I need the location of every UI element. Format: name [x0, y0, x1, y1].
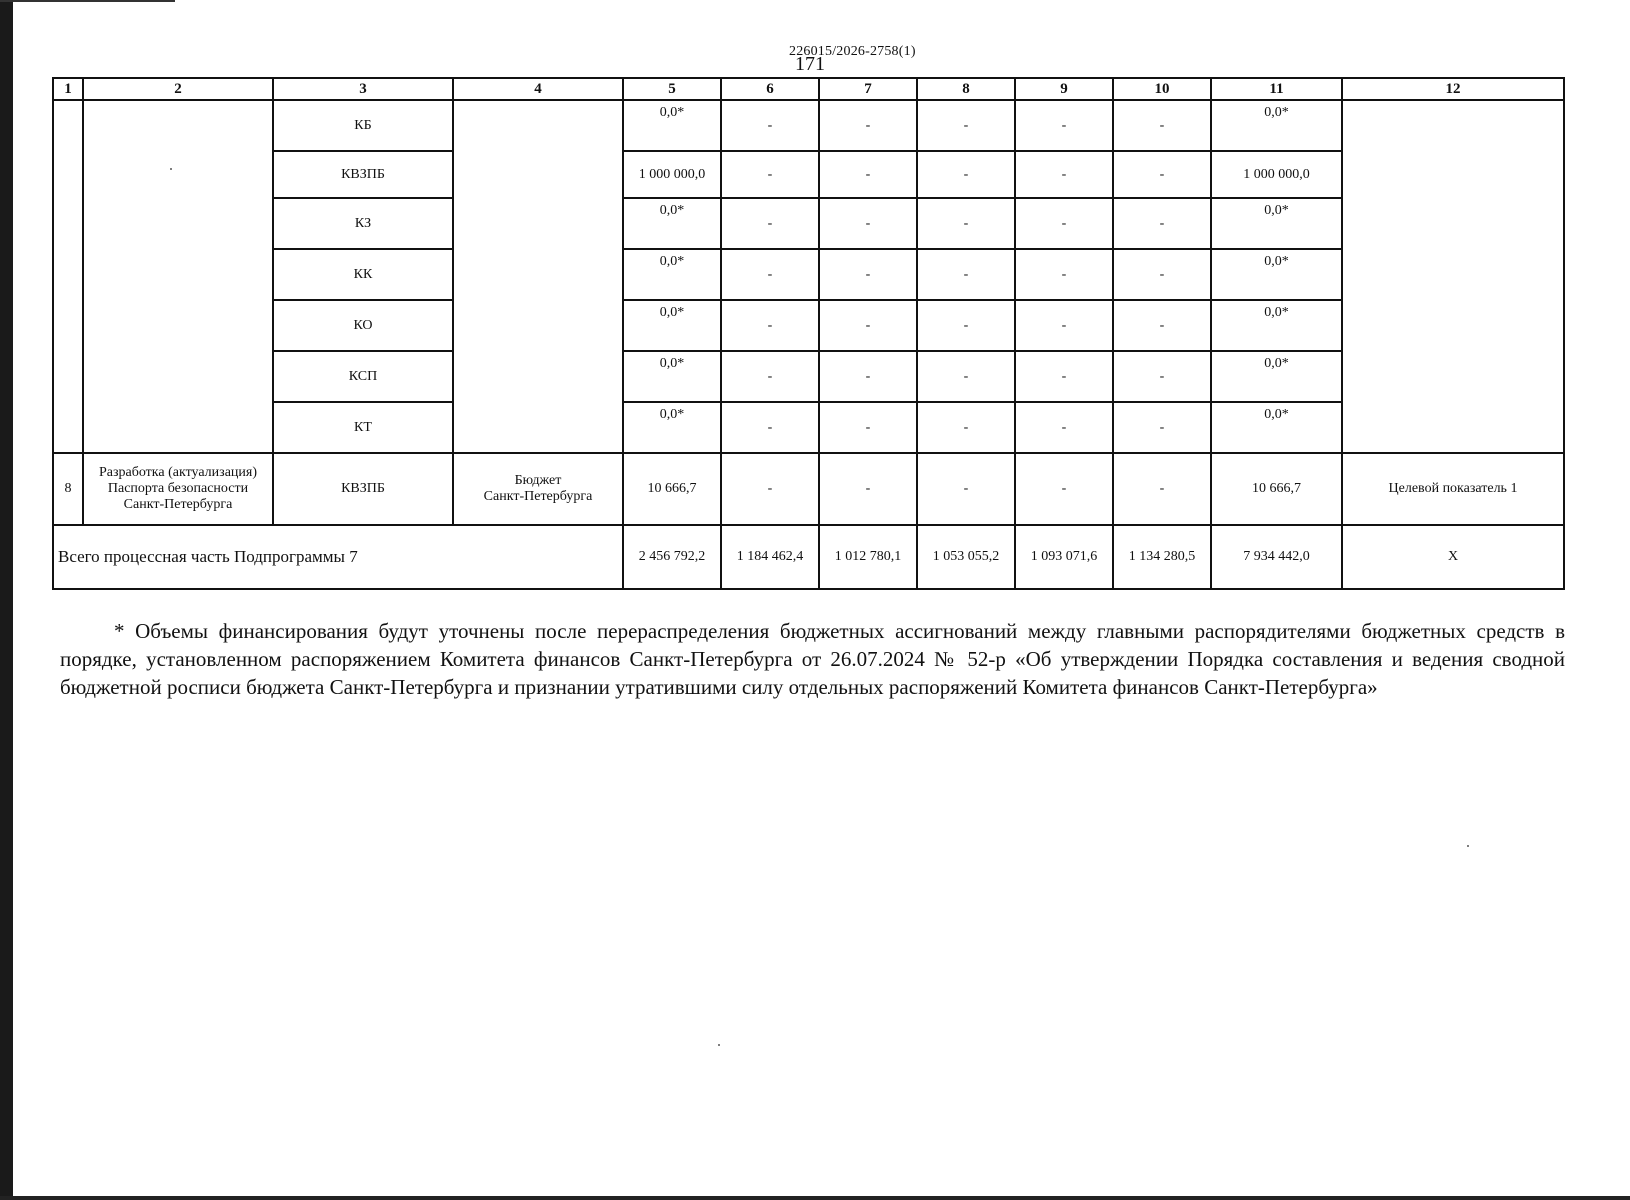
column-header: 3	[273, 78, 453, 100]
scan-edge-bottom	[0, 1196, 1630, 1200]
cell-value: 0,0*	[1211, 100, 1342, 151]
cell-source	[453, 453, 623, 525]
cell-value: -	[917, 402, 1015, 453]
cell-value: -	[721, 453, 819, 525]
cell-code: КЗ	[273, 198, 453, 249]
cell-indicator-empty	[1342, 100, 1564, 453]
cell-value: 0,0*	[623, 300, 721, 351]
column-header: 10	[1113, 78, 1211, 100]
cell-value: -	[819, 100, 917, 151]
cell-value: -	[721, 198, 819, 249]
cell-total-indicator: Х	[1342, 525, 1564, 589]
cell-code: КК	[273, 249, 453, 300]
cell-value: 0,0*	[1211, 300, 1342, 351]
cell-value: 0,0*	[1211, 351, 1342, 402]
column-header: 9	[1015, 78, 1113, 100]
cell-value: -	[721, 402, 819, 453]
cell-value: -	[1015, 100, 1113, 151]
cell-value: -	[917, 453, 1015, 525]
cell-code: КБ	[273, 100, 453, 151]
source-line: Бюджет	[514, 473, 562, 488]
cell-value: -	[917, 351, 1015, 402]
table-row-total	[53, 525, 1564, 589]
cell-value: -	[819, 453, 917, 525]
page-number: 171	[795, 53, 825, 75]
registration-number: 226015/2026-2758(1)	[789, 44, 916, 59]
cell-total-value: 7 934 442,0	[1211, 525, 1342, 589]
cell-value: -	[917, 300, 1015, 351]
cell-value: -	[1015, 198, 1113, 249]
column-header: 1	[53, 78, 83, 100]
table-row	[53, 300, 1564, 351]
cell-value: 0,0*	[623, 249, 721, 300]
table-row	[53, 151, 1564, 198]
cell-value: 0,0*	[1211, 402, 1342, 453]
cell-value: 10 666,7	[1211, 453, 1342, 525]
table-row-8	[53, 453, 1564, 525]
scan-speck	[1467, 845, 1469, 847]
scan-edge-top	[0, 0, 175, 2]
cell-value: -	[1015, 300, 1113, 351]
column-header: 11	[1211, 78, 1342, 100]
cell-value: 0,0*	[1211, 198, 1342, 249]
cell-value: -	[1113, 100, 1211, 151]
cell-value: -	[1015, 402, 1113, 453]
cell-value: -	[721, 351, 819, 402]
cell-value: 0,0*	[623, 100, 721, 151]
column-header: 4	[453, 78, 623, 100]
column-header: 7	[819, 78, 917, 100]
cell-code: КТ	[273, 402, 453, 453]
column-header: 8	[917, 78, 1015, 100]
table-row	[53, 198, 1564, 249]
column-header: 12	[1342, 78, 1564, 100]
table-row	[53, 100, 1564, 151]
measure-name-line: Разработка (актуализация)	[99, 465, 257, 480]
column-header: 5	[623, 78, 721, 100]
cell-value: -	[721, 151, 819, 198]
cell-num: 8	[53, 453, 83, 525]
total-label: Всего процессная часть Подпрограммы 7	[53, 525, 623, 589]
table-row	[53, 351, 1564, 402]
cell-num-empty	[53, 100, 83, 453]
cell-value: -	[721, 100, 819, 151]
cell-value: 1 000 000,0	[623, 151, 721, 198]
budget-table	[52, 77, 1565, 590]
column-header: 6	[721, 78, 819, 100]
cell-value: 0,0*	[623, 402, 721, 453]
cell-value: -	[1113, 402, 1211, 453]
cell-value: -	[917, 100, 1015, 151]
measure-name-line: Паспорта безопасности	[107, 481, 249, 496]
cell-code: КО	[273, 300, 453, 351]
cell-source-empty	[453, 100, 623, 453]
cell-value: 0,0*	[623, 351, 721, 402]
cell-code: КВЗПБ	[273, 453, 453, 525]
cell-code: КВЗПБ	[273, 151, 453, 198]
column-header: 2	[83, 78, 273, 100]
cell-total-value: 1 093 071,6	[1015, 525, 1113, 589]
cell-value: -	[819, 300, 917, 351]
cell-value: -	[917, 151, 1015, 198]
cell-code: КСП	[273, 351, 453, 402]
footnote: * Объемы финансирования будут уточнены после перераспределения бюджетных ассигнований между главными распорядителями бюджетных средств в порядке, установленном распоряжением Комитета финансов Санкт-Петербурга от 26.07.2024 № 52-р «Об утверждении Порядка составления и ведения сводной бюджетной росписи бюджета Санкт-Петербурга и признании утратившими силу отдельных распоряжений Комитета финансов Санкт-Петербурга»	[60, 619, 1565, 699]
cell-value: 0,0*	[1211, 249, 1342, 300]
cell-value: -	[1113, 453, 1211, 525]
source-line: Санкт-Петербурга	[483, 489, 593, 504]
table-row	[53, 249, 1564, 300]
cell-value: -	[819, 151, 917, 198]
cell-value: -	[1113, 300, 1211, 351]
cell-value: -	[819, 249, 917, 300]
cell-value: -	[721, 249, 819, 300]
cell-value: -	[917, 198, 1015, 249]
scan-speck	[170, 168, 172, 170]
cell-total-value: 2 456 792,2	[623, 525, 721, 589]
cell-measure-name	[83, 453, 273, 525]
cell-value: 0,0*	[623, 198, 721, 249]
cell-value: -	[1015, 249, 1113, 300]
cell-value: -	[1015, 453, 1113, 525]
cell-name-empty	[83, 100, 273, 453]
cell-value: -	[721, 300, 819, 351]
cell-total-value: 1 134 280,5	[1113, 525, 1211, 589]
scan-speck	[718, 1044, 720, 1046]
cell-value: -	[1113, 249, 1211, 300]
cell-value: -	[819, 351, 917, 402]
column-number-row	[53, 78, 1564, 100]
cell-value: -	[1113, 198, 1211, 249]
cell-value: 10 666,7	[623, 453, 721, 525]
cell-value: 1 000 000,0	[1211, 151, 1342, 198]
cell-value: -	[819, 198, 917, 249]
measure-name-line: Санкт-Петербурга	[123, 497, 233, 512]
cell-total-value: 1 184 462,4	[721, 525, 819, 589]
cell-value: -	[917, 249, 1015, 300]
cell-value: -	[1113, 151, 1211, 198]
cell-value: -	[1113, 351, 1211, 402]
cell-value: -	[1015, 151, 1113, 198]
scan-edge-left	[0, 0, 13, 1200]
table-row	[53, 402, 1564, 453]
cell-indicator: Целевой показатель 1	[1342, 453, 1564, 525]
cell-value: -	[1015, 351, 1113, 402]
cell-value: -	[819, 402, 917, 453]
cell-total-value: 1 012 780,1	[819, 525, 917, 589]
cell-total-value: 1 053 055,2	[917, 525, 1015, 589]
